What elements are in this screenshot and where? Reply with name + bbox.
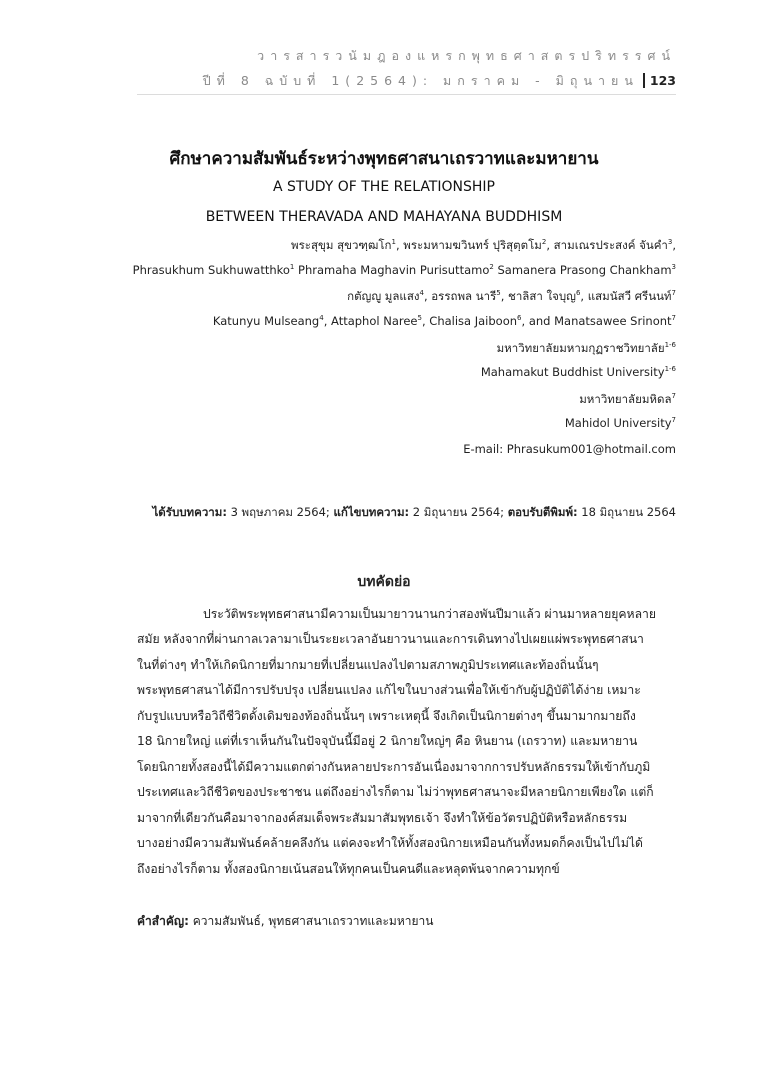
affiliation-thai-2: มหาวิทยาลัยมหิดล$^7$ — [579, 392, 676, 406]
page-number: 123 — [643, 73, 676, 88]
abstract-line: ประเทศและวิถีชีวิตของประชาชน แต่ถึงอย่างไรก็ตาม ไม่ว่าพุทธศาสนาจะมีหลายนิกายเพียงใด แต่ก็ — [137, 785, 654, 799]
abstract-line: ประวัติพระพุทธศาสนามีความเป็นมายาวนานกว่าสองพันปีมาแล้ว ผ่านมาหลายยุคหลาย — [203, 607, 657, 621]
article-dates: ได้รับบทความ: 3 พฤษภาคม 2564; แก้ไขบทความ: 2 มิถุนายน 2564; ตอบรับตีพิมพ์: 18 มิถุนายน 2564 — [152, 505, 676, 519]
abstract-line: พระพุทธศาสนาได้มีการปรับปรุง เปลี่ยนแปลง แก้ไขในบางส่วนเพื่อให้เข้ากับผู้ปฏิบัติได้ง่าย เหมาะ — [137, 683, 641, 697]
authors-english-line2: Katunyu Mulseang$^4$, Attaphol Naree$^5$, Chalisa Jaiboon$^6$, and Manatsawee Srinont$^7$ — [212, 314, 676, 328]
abstract-line: บางอย่างมีความสัมพันธ์คล้ายคลึงกัน แต่คงจะทำให้ทั้งสองนิกายเหมือนกันทั้งหมดก็คงเป็นไปไม่ได้ — [137, 836, 643, 850]
issue-info: ปีที่ 8 ฉบับที่ 1(2564): มกราคม - มิถุนายน — [202, 73, 639, 88]
keywords-label: คำสำคัญ: — [137, 914, 189, 928]
header-rule — [137, 94, 676, 95]
abstract-line: กับรูปแบบหรือวิถีชีวิตดั้งเดิมของท้องถิ่นนั้นๆ เพราะเหตุนี้ จึงเกิดเป็นนิกายต่างๆ ขึ้นมามากมายถึง — [137, 709, 636, 723]
abstract-heading: บทคัดย่อ — [357, 574, 411, 590]
abstract-line: 18 นิกายใหญ่ แต่ที่เราเห็นกันในปัจจุบันนี้มีอยู่ 2 นิกายใหญ่ๆ คือ หินยาน (เถรวาท) และมหายาน — [137, 734, 638, 748]
abstract-line: สมัย หลังจากที่ผ่านกาลเวลามาเป็นระยะเวลาอันยาวนานและการเดินทางไปเผยแผ่พระพุทธศาสนา — [137, 632, 644, 646]
author-email: E-mail: Phrasukum001@hotmail.com — [463, 442, 676, 456]
title-english-line2: BETWEEN THERAVADA AND MAHAYANA BUDDHISM — [205, 209, 563, 225]
abstract-line: มาจากที่เดียวกันคือมาจากองค์สมเด็จพระสัมมาสัมพุทธเจ้า จึงทำให้ข้อวัตรปฏิบัติหรือหลักธรรม — [137, 811, 628, 825]
abstract-line: ถึงอย่างไรก็ตาม ทั้งสองนิกายเน้นสอนให้ทุกคนเป็นคนดีและหลุดพ้นจากความทุกข์ — [137, 862, 560, 876]
running-header-journal: วารสารวนัมฎองแหรกพุทธศาสตรปริทรรศน์ — [257, 48, 676, 63]
title-english-line1: A STUDY OF THE RELATIONSHIP — [273, 179, 495, 195]
affiliation-thai-1: มหาวิทยาลัยมหามกุฏราชวิทยาลัย$^{1-6}$ — [496, 341, 676, 355]
keywords — [137, 912, 433, 931]
affiliation-english-2: Mahidol University$^7$ — [564, 416, 676, 430]
authors-thai-line2: กตัญญู มูลแสง$^4$, อรรถพล นารี$^5$, ชาลิสา ใจบุญ$^6$, แสมนัสวี ศรีนนท์$^7$ — [347, 289, 676, 303]
authors-thai-line1: พระสุขุม สุขวฑฺฒโก$^1$, พระมหามฆวินทร์ ปุริสุตฺตโม$^2$, สามเณรประสงค์ จันคำ$^3$, — [291, 238, 676, 252]
authors-english-line1: Phrasukhum Sukhuwatthko$^1$ Phramaha Maghavin Purisuttamo$^2$ Samanera Prasong Chankham$^3$ — [132, 263, 676, 277]
affiliation-english-1: Mahamakut Buddhist University$^{1-6}$ — [480, 365, 676, 379]
running-header-issue — [203, 71, 676, 91]
title-thai: ศึกษาความสัมพันธ์ระหว่างพุทธศาสนาเถรวาทและมหายาน — [169, 149, 599, 169]
abstract-line: ในที่ต่างๆ ทำให้เกิดนิกายที่มากมายที่เปลี่ยนแปลงไปตามสภาพภูมิประเทศและท้องถิ่นนั้นๆ — [137, 658, 599, 672]
keywords-value: ความสัมพันธ์, พุทธศาสนาเถรวาทและมหายาน — [188, 914, 434, 928]
abstract-line: โดยนิกายทั้งสองนี้ได้มีความแตกต่างกันหลายประการอันเนื่องมาจากการปรับหลักธรรมให้เข้ากับภูมิ — [137, 760, 651, 774]
